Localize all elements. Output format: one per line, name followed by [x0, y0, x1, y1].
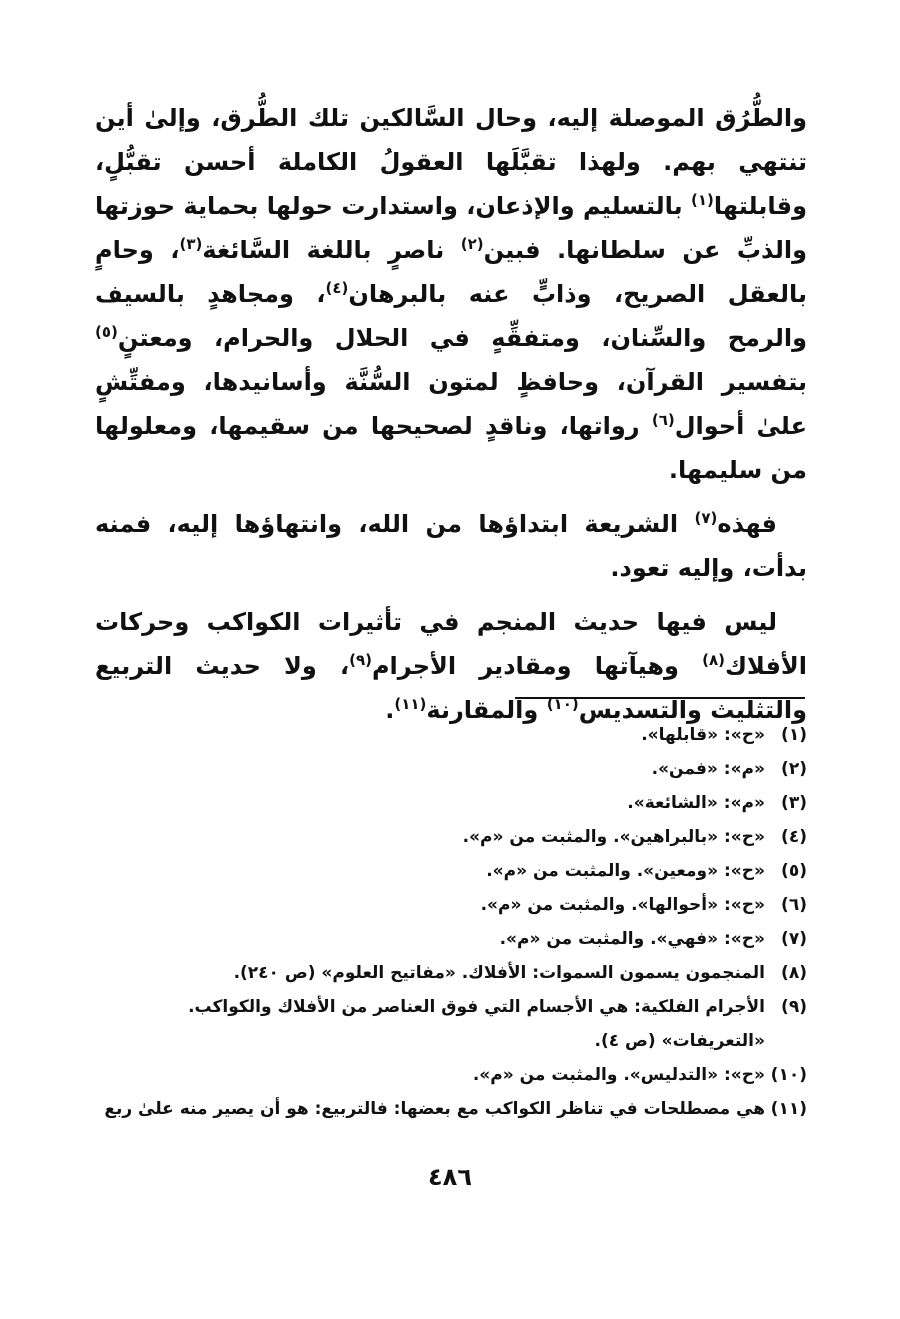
text-run: . — [385, 696, 395, 724]
text-run: ، ومجاهدٍ بالسيف والرمح والسِّنان، ومتفقِّهٍ في الحلال والحرام، ومعتنٍ — [95, 280, 807, 352]
footnote-text: «ح»: «فهي». والمثبت من «م». — [499, 929, 765, 949]
footnote-number: (٦) — [781, 895, 807, 915]
footnote-text: هي مصطلحات في تناظر الكواكب مع بعضها: فالتربيع: هو أن يصير منه علىٰ ربع — [104, 1099, 765, 1119]
main-text — [95, 96, 807, 732]
footnote-text: «ح»: «أحوالها». والمثبت من «م». — [480, 895, 765, 915]
paragraph — [95, 502, 807, 590]
footnote — [95, 888, 807, 922]
text-run: ليس فيها حديث المنجم في تأثيرات الكواكب وحركات الأفلاك — [95, 608, 808, 680]
footnote-number: (١) — [781, 725, 807, 745]
footnote-text: «م»: «الشائعة». — [627, 793, 765, 813]
text-run: والطُّرُق الموصلة إليه، وحال السَّالكين تلك الطُّرق، وإلىٰ أين تنتهي بهم. ولهذا تقبَّلَها العقولُ الكاملة أحسن تقبُّلٍ، وقابلتها — [95, 104, 807, 220]
footnote-number: (٨) — [781, 963, 807, 983]
footnote-number: (٢) — [781, 759, 807, 779]
footnote — [95, 718, 807, 752]
footnote — [95, 922, 807, 956]
footnote-text: «ح»: «التدليس». والمثبت من «م». — [472, 1065, 765, 1085]
footnote-marker: (٩) — [349, 651, 372, 669]
footnote-marker: (٣) — [179, 235, 203, 253]
footnote — [95, 820, 807, 854]
text-run: الشريعة ابتداؤها من الله، وانتهاؤها إليه، فمنه بدأت، وإليه تعود. — [95, 510, 807, 582]
text-run: والمقارنة — [426, 696, 547, 724]
footnote — [95, 990, 807, 1058]
footnote-marker: (١) — [691, 191, 714, 209]
paragraph — [95, 600, 807, 732]
footnote — [95, 1058, 807, 1092]
footnote-number: (٣) — [781, 793, 807, 813]
footnote-marker: (١١) — [394, 695, 427, 713]
footnote-number: (٥) — [781, 861, 807, 881]
footnote — [95, 786, 807, 820]
footnote-divider — [515, 697, 805, 699]
footnote-number: (٤) — [781, 827, 807, 847]
text-run: ناصرٍ باللغة السَّائغة — [202, 236, 461, 264]
footnote-text: «م»: «فمن». — [651, 759, 765, 779]
footnote-number: (١٠) — [770, 1065, 807, 1085]
footnote-text: الأجرام الفلكية: هي الأجسام التي فوق العناصر من الأفلاك والكواكب. «التعريفات» (ص ٤). — [188, 997, 765, 1051]
text-run: بالتسليم والإذعان، واستدارت حولها بحماية حوزتها والذبِّ عن سلطانها. فبين — [95, 192, 807, 264]
text-run: رواتها، وناقدٍ لصحيحها من سقيمها، ومعلولها من سليمها. — [95, 412, 807, 484]
paragraph — [95, 96, 807, 492]
footnote — [95, 752, 807, 786]
footnote-marker: (٧) — [694, 509, 718, 527]
footnote-marker: (٦) — [651, 411, 675, 429]
footnote-text: «ح»: «بالبراهين». والمثبت من «م». — [462, 827, 765, 847]
footnotes-list — [95, 718, 807, 1126]
footnote — [95, 956, 807, 990]
footnote-text: «ح»: «ومعين». والمثبت من «م». — [486, 861, 765, 881]
footnote-text: المنجمون يسمون السموات: الأفلاك. «مفاتيح العلوم» (ص ٢٤٠). — [233, 963, 765, 983]
text-run: ، وحامٍ بالعقل الصريح، وذابٍّ عنه بالبرهان — [95, 236, 807, 308]
footnote — [95, 854, 807, 888]
footnote-marker: (٥) — [95, 323, 118, 341]
footnote-marker: (٢) — [460, 235, 484, 253]
text-run: بتفسير القرآن، وحافظٍ لمتون السُّنَّة وأسانيدها، ومفتِّشٍ علىٰ أحوال — [95, 368, 808, 440]
page-number: ٤٨٦ — [428, 1163, 472, 1191]
footnote-number: (١١) — [770, 1099, 807, 1119]
text-run: وهيآتها ومقادير الأجرام — [371, 652, 703, 680]
footnote-number: (٧) — [781, 929, 807, 949]
text-run: ، ولا حديث التربيع والتثليث والتسديس — [95, 652, 807, 724]
footnote-marker: (٤) — [325, 279, 349, 297]
footnote-marker: (٨) — [702, 651, 725, 669]
footnote — [95, 1092, 807, 1126]
footnote-marker: (١٠) — [546, 695, 579, 713]
footnote-text: «ح»: «قابلها». — [641, 725, 765, 745]
footnote-number: (٩) — [781, 997, 807, 1017]
text-run: فهذه — [717, 510, 777, 538]
